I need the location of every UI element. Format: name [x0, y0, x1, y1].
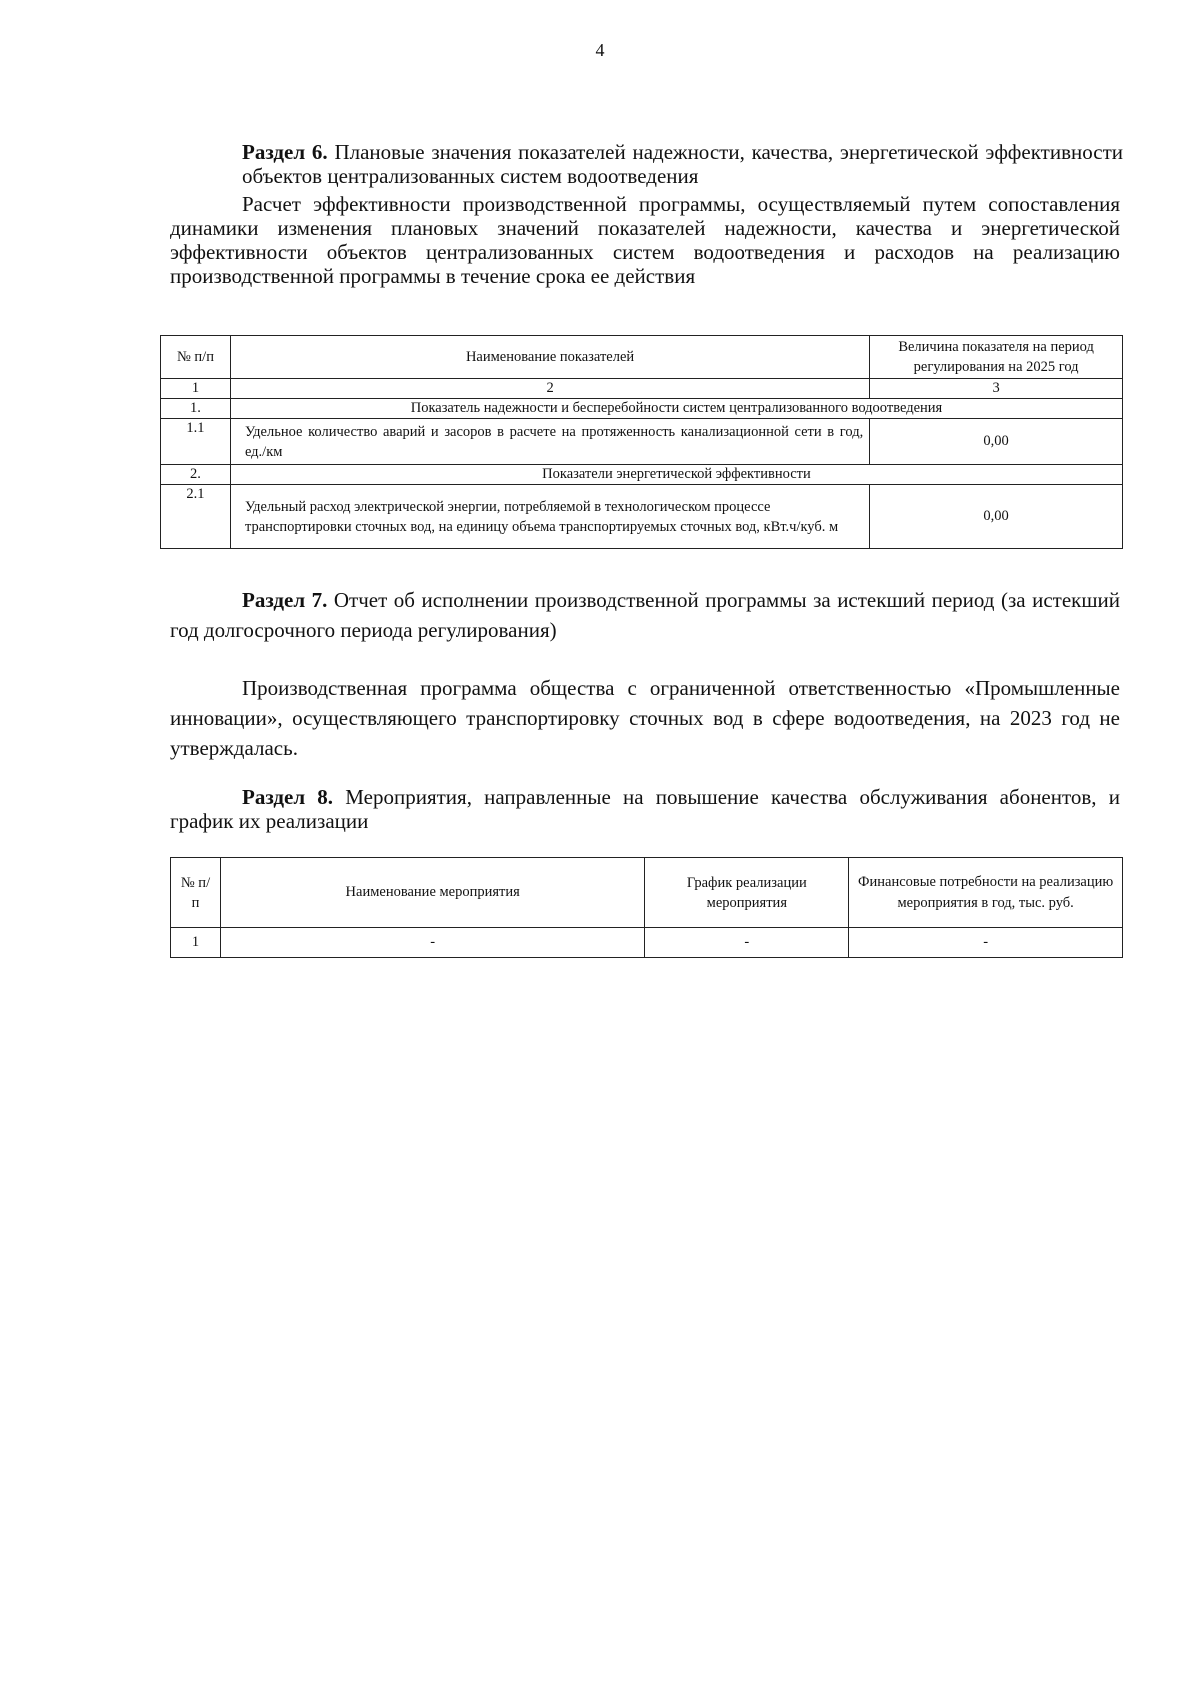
- t2-header-schedule: График реализации мероприятия: [645, 858, 849, 928]
- table-row: [161, 419, 1123, 465]
- section6-title: Плановые значения показателей надежности, качества, энергетической эффективности объектов централизованных систем водоотведения: [242, 140, 1123, 188]
- measures-table: [170, 857, 1123, 958]
- t1-row2-name: Удельное количество аварий и засоров в расчете на протяженность канализационной сети в год, ед./км: [230, 419, 869, 465]
- t2-header-name: Наименование мероприятия: [220, 858, 644, 928]
- t1-header-value: Величина показателя на период регулирования на 2025 год: [870, 336, 1123, 379]
- t1-row1-group: Показатель надежности и бесперебойности систем централизованного водоотведения: [230, 399, 1122, 419]
- t2-header-finance: Финансовые потребности на реализацию мероприятия в год, тыс. руб.: [849, 858, 1123, 928]
- section7-title-block: [170, 585, 1120, 645]
- section6-label: Раздел 6.: [242, 140, 328, 164]
- table-row: [161, 399, 1123, 419]
- section8-title: Мероприятия, направленные на повышение качества обслуживания абонентов, и график их реализации: [170, 785, 1120, 833]
- section7-label: Раздел 7.: [242, 588, 328, 612]
- section6-paragraph: [170, 192, 1120, 288]
- section7-paragraph: [170, 673, 1120, 763]
- section7-heading: [170, 585, 1120, 645]
- t1-colnum-2: 2: [230, 379, 869, 399]
- section7-title: Отчет об исполнении производственной программы за истекший период (за истекший год долгосрочного периода регулирования): [170, 588, 1121, 642]
- section6-paragraph-text: Расчет эффективности производственной программы, осуществляемый путем сопоставления динамики изменения плановых значений показателей надежности, качества и энергетической эффективности объектов централизованных систем водоотведения и расходов на реализацию производственной программы в течение срока ее действия: [170, 192, 1120, 288]
- t1-colnum-3: 3: [870, 379, 1123, 399]
- t1-row1-num: 1.: [161, 399, 231, 419]
- t1-row4-value: 0,00: [870, 485, 1123, 549]
- t2-row1-num: 1: [171, 928, 221, 958]
- t1-row2-value: 0,00: [870, 419, 1123, 465]
- t2-row1-finance: -: [849, 928, 1123, 958]
- t2-header-num: № п/п: [171, 858, 221, 928]
- t1-colnum-1: 1: [161, 379, 231, 399]
- t1-row3-group: Показатели энергетической эффективности: [230, 465, 1122, 485]
- t1-row4-name: Удельный расход электрической энергии, потребляемой в технологическом процессе транспортировки сточных вод, на единицу объема транспортируемых сточных вод, кВт.ч/куб. м: [230, 485, 869, 549]
- section8-label: Раздел 8.: [242, 785, 334, 809]
- t1-header-num: № п/п: [161, 336, 231, 379]
- table-row: [161, 465, 1123, 485]
- section6-title-block: [160, 140, 1123, 188]
- t1-header-name: Наименование показателей: [230, 336, 869, 379]
- section8-heading: [170, 785, 1120, 833]
- indicators-table: [160, 335, 1123, 549]
- table-row: [171, 928, 1123, 958]
- page-number: 4: [595, 40, 605, 60]
- table-row: [161, 485, 1123, 549]
- t1-row3-num: 2.: [161, 465, 231, 485]
- t1-row2-num: 1.1: [161, 419, 231, 465]
- section8-title-block: [170, 785, 1120, 833]
- section7-paragraph-text: Производственная программа общества с ограниченной ответственностью «Промышленные инновации», осуществляющего транспортировку сточных вод в сфере водоотведения, на 2023 год не утверждалась.: [170, 676, 1120, 760]
- section6-heading: [160, 140, 1123, 188]
- t1-row4-num: 2.1: [161, 485, 231, 549]
- t2-row1-name: -: [220, 928, 644, 958]
- t2-row1-schedule: -: [645, 928, 849, 958]
